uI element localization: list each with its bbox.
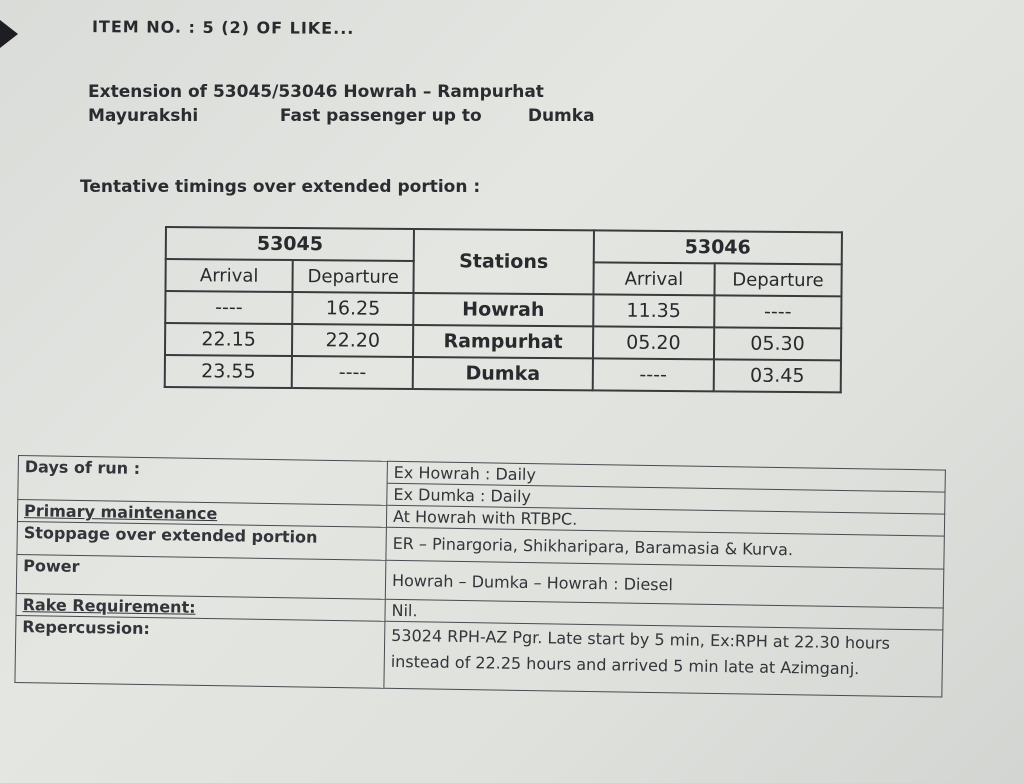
rake-requirement-label: Rake Requirement:	[16, 593, 385, 621]
rake-requirement-value: Nil.	[385, 599, 943, 630]
days-of-run-dumka: Ex Dumka : Daily	[387, 483, 945, 514]
train-53046-header: 53046	[594, 230, 842, 264]
left-arrival-cell: ----	[165, 291, 292, 324]
stoppage-label: Stoppage over extended portion	[17, 521, 386, 560]
title-line-2	[88, 104, 595, 128]
station-cell: Howrah	[413, 293, 593, 326]
table-row	[15, 615, 943, 697]
days-of-run-howrah: Ex Howrah : Daily	[387, 461, 945, 492]
station-cell: Rampurhat	[413, 325, 593, 358]
left-arrival-cell: 23.55	[165, 355, 292, 388]
title-line-1: Extension of 53045/53046 Howrah – Rampurhat	[88, 82, 544, 102]
power-value: Howrah – Dumka – Howrah : Diesel	[385, 560, 944, 608]
title-train-name: Mayurakshi	[88, 106, 199, 126]
left-departure-cell: 16.25	[292, 292, 413, 325]
right-departure-header: Departure	[714, 263, 841, 296]
table-row	[165, 323, 841, 360]
title-train-type: Fast passenger up to	[279, 106, 482, 126]
repercussion-value: 53024 RPH-AZ Pgr. Late start by 5 min, Ex:RPH at 22.30 hours instead of 22.25 hours and arrived 5 min late at Azimganj.	[384, 621, 943, 697]
details-table	[14, 455, 945, 698]
left-departure-cell: ----	[292, 356, 413, 389]
stoppage-value: ER – Pinargoria, Shikharipara, Baramasia & Kurva.	[386, 527, 944, 569]
station-cell: Dumka	[413, 357, 593, 390]
left-arrival-cell: 22.15	[165, 323, 292, 356]
timing-header-row	[166, 227, 842, 264]
right-departure-cell: 03.45	[714, 359, 841, 392]
page-corner-shadow	[0, 20, 18, 48]
table-row	[165, 355, 841, 392]
timings-subtitle: Tentative timings over extended portion :	[80, 177, 481, 197]
left-departure-header: Departure	[293, 260, 414, 293]
item-number-heading: ITEM NO. : 5 (2) OF LIKE...	[91, 17, 355, 38]
repercussion-label: Repercussion:	[15, 615, 385, 688]
primary-maintenance-value: At Howrah with RTBPC.	[386, 505, 944, 536]
primary-maintenance-label: Primary maintenance	[17, 500, 386, 528]
right-arrival-cell: 11.35	[593, 294, 714, 327]
stations-header: Stations	[414, 229, 594, 294]
right-arrival-cell: 05.20	[593, 326, 714, 359]
right-arrival-cell: ----	[593, 358, 714, 391]
table-row	[165, 291, 841, 328]
train-53045-header: 53045	[166, 227, 414, 261]
left-departure-cell: 22.20	[292, 324, 413, 357]
document-title	[88, 80, 595, 128]
left-arrival-header: Arrival	[165, 259, 292, 292]
right-departure-cell: 05.30	[714, 327, 841, 360]
timing-table	[164, 226, 843, 393]
power-label: Power	[16, 554, 386, 599]
title-destination: Dumka	[527, 106, 595, 126]
days-of-run-label: Days of run :	[18, 456, 388, 506]
right-departure-cell: ----	[714, 295, 841, 328]
right-arrival-header: Arrival	[593, 262, 714, 295]
